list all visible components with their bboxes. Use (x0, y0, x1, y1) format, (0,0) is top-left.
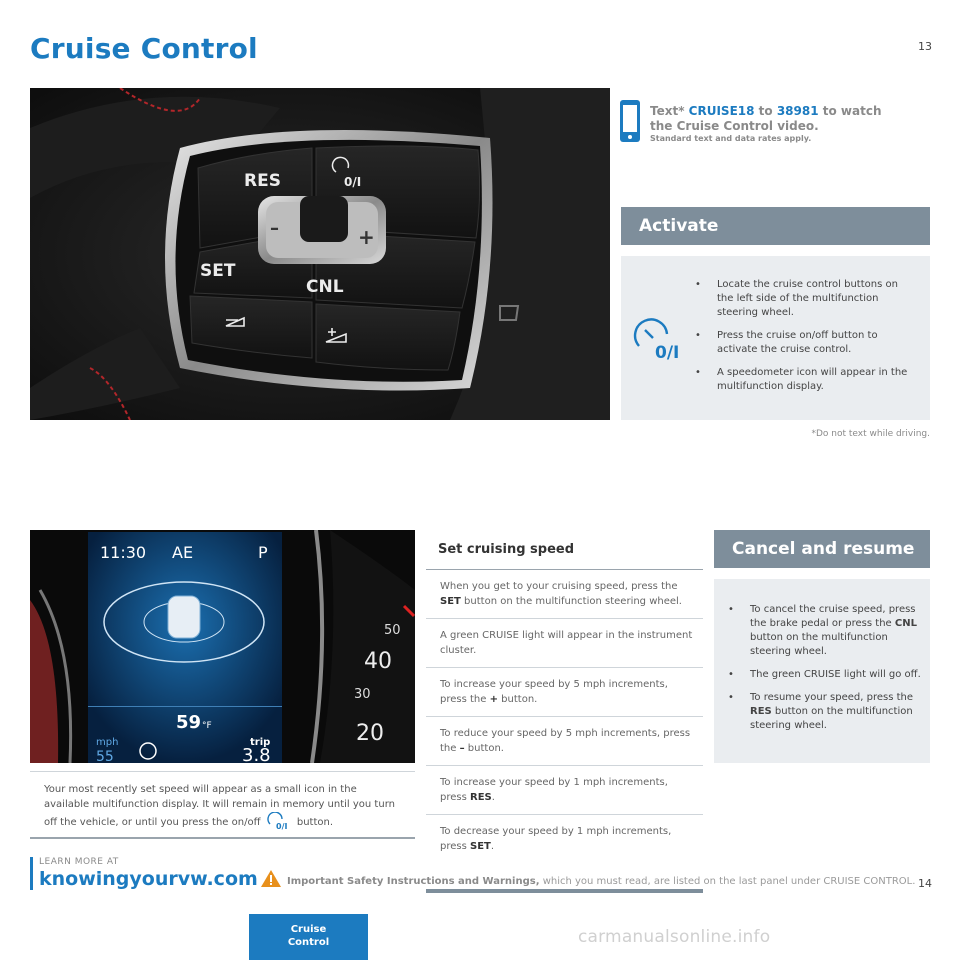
cluster-mph-value: 55 (96, 749, 114, 763)
plus-button-label: + (358, 225, 375, 249)
cancel-bullets (728, 603, 926, 742)
text-video-promo (620, 100, 930, 150)
cruise-onoff-icon-small-label: 0/I (275, 822, 288, 830)
res-button-label: RES (244, 171, 281, 191)
cluster-mph-label: mph (96, 737, 119, 748)
cluster-time: 11:30 (100, 543, 147, 562)
promo-suffix: to watch (822, 104, 882, 118)
page-title: Cruise Control (30, 32, 258, 65)
recent-text-after: button. (296, 817, 334, 828)
cluster-heading: AE (172, 543, 194, 562)
row-keyword: + (489, 694, 498, 705)
list-item (426, 766, 703, 815)
cruise-onoff-icon (631, 316, 687, 360)
tab-label-line-2: Control (287, 937, 330, 948)
page-number-right: 14 (918, 877, 932, 890)
bullet-keyword: RES (750, 706, 772, 717)
row-keyword: SET (470, 841, 491, 852)
list-item (728, 603, 926, 659)
promo-number: 38981 (776, 104, 819, 118)
row-text: To increase your speed by 1 mph increments, press (440, 777, 668, 803)
tab-label-line-1: Cruise (290, 924, 327, 935)
learn-more-block (30, 857, 258, 890)
row-keyword: – (459, 743, 465, 754)
list-item: • A speedometer icon will appear in the multifunction display. (695, 366, 917, 394)
bullet-text: To resume your speed, press the (750, 692, 914, 703)
bullet-text: button on the multifunction steering wheel. (750, 706, 913, 731)
website-link[interactable]: knowingyourvw.com (39, 868, 258, 890)
cluster-trip-label: trip (250, 737, 271, 748)
page-number-left: 13 (918, 40, 932, 53)
bullet-keyword: CNL (894, 618, 917, 629)
promo-text-prefix: Text* (650, 104, 685, 118)
recent-speed-note (30, 771, 415, 839)
cluster-temp-unit: °F (202, 721, 212, 731)
list-item: • Press the cruise on/off button to activate the cruise control. (695, 329, 917, 357)
bullet-text: To cancel the cruise speed, press the brake pedal or press the (750, 604, 916, 629)
speed-label: 50 (384, 623, 401, 638)
warning-icon (260, 869, 282, 888)
car-icon (168, 596, 200, 638)
promo-keyword: CRUISE18 (688, 104, 755, 118)
activate-header: Activate (621, 207, 930, 245)
texting-disclaimer: *Do not text while driving. (811, 429, 930, 439)
watermark: carmanualsonline.info (578, 927, 771, 947)
list-item: • Locate the cruise control buttons on the left side of the multifunction steering wheel. (695, 278, 917, 320)
cluster-temp: 59 (176, 712, 202, 733)
row-text: button on the multifunction steering wheel. (464, 596, 682, 607)
list-item (426, 570, 703, 619)
cruise-onoff-icon-label: 0/I (655, 343, 680, 360)
row-text: When you get to your cruising speed, press the (440, 581, 678, 592)
cnl-button-label: CNL (306, 277, 344, 297)
set-cruising-speed-title: Set cruising speed (426, 530, 703, 570)
row-text: . (491, 792, 495, 803)
promo-rates-note: Standard text and data rates apply. (650, 134, 812, 143)
onoff-button-label: 0/I (344, 175, 362, 189)
list-item (426, 717, 703, 766)
activate-bullets (695, 278, 917, 403)
list-item: A green CRUISE light will appear in the instrument cluster. (426, 619, 703, 668)
row-text: button. (467, 743, 504, 754)
instrument-cluster-photo (30, 530, 415, 763)
set-button-label: SET (200, 261, 236, 281)
tab-cruise-control[interactable] (249, 914, 368, 960)
row-text: To increase your speed by 5 mph increments, press the (440, 679, 668, 705)
row-keyword: SET (440, 596, 461, 607)
instrument-cluster-illustration (30, 530, 415, 763)
speed-label: 30 (354, 687, 371, 702)
bullet-text: button on the multifunction steering wheel. (750, 632, 888, 657)
cluster-trip-value: 3.8 (242, 745, 271, 763)
list-item (728, 691, 926, 733)
list-item (426, 815, 703, 863)
cluster-gear: P (258, 543, 268, 562)
learn-more-label: LEARN MORE AT (39, 857, 119, 867)
steering-wheel-photo (30, 88, 610, 420)
cancel-resume-panel (714, 579, 930, 763)
set-cruising-speed-section (426, 530, 703, 893)
minus-button-label: – (270, 218, 279, 239)
row-text: To reduce your speed by 5 mph increments, press the (440, 728, 691, 754)
list-item: • The green CRUISE light will go off. (728, 668, 926, 682)
list-item (426, 668, 703, 717)
row-text: button. (501, 694, 538, 705)
speed-label: 20 (356, 721, 384, 746)
promo-line-2: the Cruise Control video. (650, 119, 819, 133)
phone-icon (620, 100, 640, 142)
cruise-onoff-icon-small (266, 812, 292, 830)
promo-to: to (758, 104, 773, 118)
row-text: . (490, 841, 495, 852)
warning-text: which you must read, are listed on the last panel under CRUISE CONTROL. (542, 876, 916, 887)
section-divider (426, 889, 703, 893)
steering-wheel-illustration (30, 88, 610, 420)
speed-label: 40 (364, 649, 392, 674)
row-text: To decrease your speed by 1 mph increments, press (440, 826, 672, 852)
cancel-resume-header: Cancel and resume (714, 530, 930, 568)
activate-panel (621, 256, 930, 420)
row-keyword: RES (470, 792, 492, 803)
warning-bold: Important Safety Instructions and Warnings, (287, 876, 540, 887)
recent-text-before: Your most recently set speed will appear as a small icon in the available multifunction display. It will remain in memory until you turn off the vehicle, or until you press the on/off (44, 784, 395, 828)
